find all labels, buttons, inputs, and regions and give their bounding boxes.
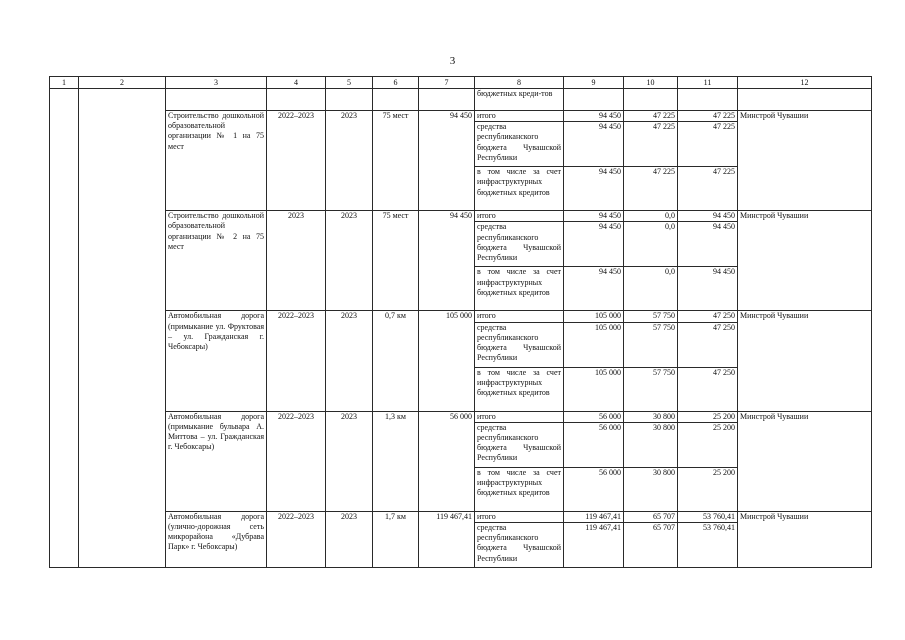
carryover-text: бюджетных креди-тов — [475, 89, 564, 111]
table-row — [50, 111, 872, 122]
empty-cell — [419, 89, 475, 111]
funding-year-1: 47 225 — [624, 111, 678, 122]
funding-year-2: 47 225 — [678, 111, 738, 122]
funding-source: средства республиканского бюджета Чувашской Республики — [475, 523, 564, 568]
column-number: 2 — [79, 77, 166, 89]
responsible-ministry: Минстрой Чувашии — [738, 211, 872, 311]
funding-year-2: 47 225 — [678, 122, 738, 167]
project-period: 2023 — [267, 211, 326, 311]
project-name: Автомобильная дорога (примыкание ул. Фруктовая – ул. Гражданская г. Чебоксары) — [166, 311, 267, 411]
carryover-row — [50, 89, 872, 111]
project-completion-year: 2023 — [326, 511, 373, 567]
project-capacity: 0,7 км — [373, 311, 419, 411]
funding-total: 105 000 — [564, 311, 624, 322]
funding-source: средства республиканского бюджета Чувашской Республики — [475, 422, 564, 467]
row-number-cell — [50, 89, 79, 568]
funding-total: 56 000 — [564, 411, 624, 422]
column-number: 3 — [166, 77, 267, 89]
column-number: 11 — [678, 77, 738, 89]
funding-total: 119 467,41 — [564, 523, 624, 568]
funding-year-1: 47 225 — [624, 122, 678, 167]
table-row — [50, 411, 872, 422]
column-number: 8 — [475, 77, 564, 89]
funding-source: в том числе за счет инфраструктурных бюджетных кредитов — [475, 267, 564, 311]
funding-total: 94 450 — [564, 211, 624, 222]
project-capacity: 75 мест — [373, 211, 419, 311]
funding-year-1: 57 750 — [624, 311, 678, 322]
project-name: Строительство дошкольной образовательной организации № 2 на 75 мест — [166, 211, 267, 311]
funding-source: в том числе за счет инфраструктурных бюджетных кредитов — [475, 167, 564, 211]
project-capacity: 75 мест — [373, 111, 419, 211]
project-completion-year: 2023 — [326, 111, 373, 211]
project-name: Строительство дошкольной образовательной организации № 1 на 75 мест — [166, 111, 267, 211]
funding-year-1: 0,0 — [624, 222, 678, 267]
funding-total: 94 450 — [564, 111, 624, 122]
funding-year-2: 47 225 — [678, 167, 738, 211]
funding-year-2: 94 450 — [678, 267, 738, 311]
project-completion-year: 2023 — [326, 411, 373, 511]
funding-year-2: 53 760,41 — [678, 511, 738, 522]
column-number: 7 — [419, 77, 475, 89]
funding-source: итого — [475, 511, 564, 522]
responsible-ministry: Минстрой Чувашии — [738, 511, 872, 567]
responsible-ministry: Минстрой Чувашии — [738, 311, 872, 411]
funding-year-1: 65 707 — [624, 511, 678, 522]
investment-projects-table — [49, 76, 872, 568]
empty-cell — [564, 89, 624, 111]
funding-total: 56 000 — [564, 422, 624, 467]
funding-source: в том числе за счет инфраструктурных бюджетных кредитов — [475, 467, 564, 511]
responsible-ministry: Минстрой Чувашии — [738, 111, 872, 211]
empty-cell — [166, 89, 267, 111]
project-cost: 94 450 — [419, 211, 475, 311]
project-capacity: 1,3 км — [373, 411, 419, 511]
responsible-ministry: Минстрой Чувашии — [738, 411, 872, 511]
empty-cell — [267, 89, 326, 111]
funding-year-1: 30 800 — [624, 411, 678, 422]
funding-year-1: 30 800 — [624, 422, 678, 467]
funding-year-2: 94 450 — [678, 222, 738, 267]
group-cell — [79, 89, 166, 568]
column-number: 5 — [326, 77, 373, 89]
empty-cell — [326, 89, 373, 111]
project-completion-year: 2023 — [326, 211, 373, 311]
project-period: 2022–2023 — [267, 111, 326, 211]
project-period: 2022–2023 — [267, 311, 326, 411]
project-cost: 94 450 — [419, 111, 475, 211]
column-number: 12 — [738, 77, 872, 89]
column-number: 4 — [267, 77, 326, 89]
funding-source: итого — [475, 411, 564, 422]
column-number: 9 — [564, 77, 624, 89]
funding-source: в том числе за счет инфраструктурных бюджетных кредитов — [475, 367, 564, 411]
project-name: Автомобильная дорога (улично-дорожная сеть микрорайона «Дубрава Парк» г. Чебоксары) — [166, 511, 267, 567]
project-completion-year: 2023 — [326, 311, 373, 411]
table-row — [50, 211, 872, 222]
funding-source: итого — [475, 111, 564, 122]
funding-year-1: 0,0 — [624, 211, 678, 222]
funding-total: 105 000 — [564, 322, 624, 367]
funding-total: 105 000 — [564, 367, 624, 411]
funding-year-2: 47 250 — [678, 367, 738, 411]
project-cost: 56 000 — [419, 411, 475, 511]
empty-cell — [738, 89, 872, 111]
column-number: 6 — [373, 77, 419, 89]
funding-source: средства республиканского бюджета Чувашской Республики — [475, 122, 564, 167]
funding-source: средства республиканского бюджета Чувашской Республики — [475, 222, 564, 267]
funding-year-2: 25 200 — [678, 467, 738, 511]
funding-year-1: 0,0 — [624, 267, 678, 311]
funding-year-2: 25 200 — [678, 422, 738, 467]
table-row — [50, 311, 872, 322]
project-period: 2022–2023 — [267, 411, 326, 511]
funding-total: 119 467,41 — [564, 511, 624, 522]
funding-source: средства республиканского бюджета Чувашской Республики — [475, 322, 564, 367]
funding-total: 94 450 — [564, 267, 624, 311]
funding-source: итого — [475, 211, 564, 222]
funding-year-2: 47 250 — [678, 311, 738, 322]
funding-year-2: 25 200 — [678, 411, 738, 422]
funding-year-1: 65 707 — [624, 523, 678, 568]
funding-year-1: 30 800 — [624, 467, 678, 511]
column-number: 1 — [50, 77, 79, 89]
project-cost: 105 000 — [419, 311, 475, 411]
funding-total: 56 000 — [564, 467, 624, 511]
project-name: Автомобильная дорога (примыкание бульвара А. Миттова – ул. Гражданская г. Чебоксары) — [166, 411, 267, 511]
table-row — [50, 511, 872, 522]
funding-source: итого — [475, 311, 564, 322]
project-period: 2022–2023 — [267, 511, 326, 567]
column-number: 10 — [624, 77, 678, 89]
funding-year-1: 57 750 — [624, 367, 678, 411]
project-cost: 119 467,41 — [419, 511, 475, 567]
funding-year-1: 47 225 — [624, 167, 678, 211]
funding-total: 94 450 — [564, 122, 624, 167]
funding-year-1: 57 750 — [624, 322, 678, 367]
empty-cell — [678, 89, 738, 111]
funding-year-2: 53 760,41 — [678, 523, 738, 568]
funding-year-2: 47 250 — [678, 322, 738, 367]
empty-cell — [624, 89, 678, 111]
funding-year-2: 94 450 — [678, 211, 738, 222]
funding-total: 94 450 — [564, 222, 624, 267]
page-number: 3 — [449, 55, 456, 67]
funding-total: 94 450 — [564, 167, 624, 211]
project-capacity: 1,7 км — [373, 511, 419, 567]
empty-cell — [373, 89, 419, 111]
column-number-row — [50, 77, 872, 89]
